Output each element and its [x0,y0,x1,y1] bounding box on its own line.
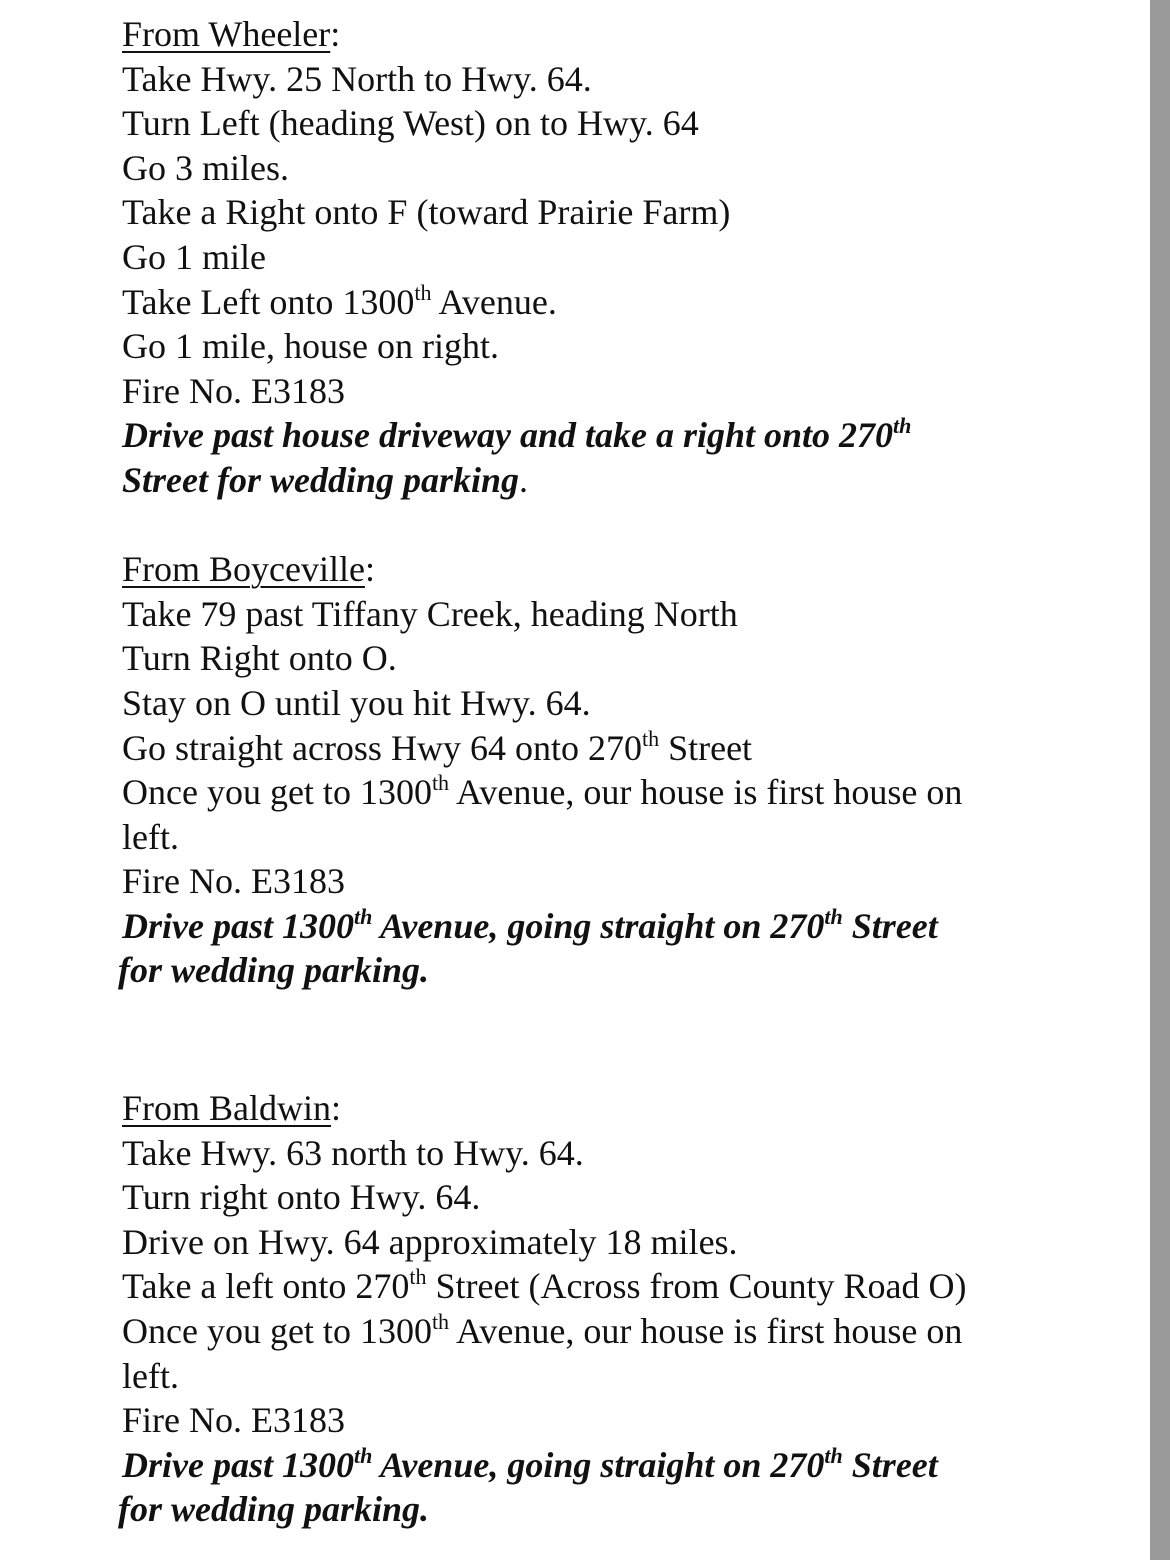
direction-step: Once you get to 1300th Avenue, our house is first house on [122,770,963,813]
direction-step: Take a left onto 270th Street (Across from County Road O) [122,1264,967,1307]
parking-note: Drive past 1300th Avenue, going straight on 270th Street [122,903,938,946]
directions-document [118,12,1122,1532]
section-from-boyceville [118,547,1122,993]
section-heading: From Baldwin: [122,1088,342,1129]
direction-step: Take Left onto 1300th Avenue. [122,279,557,322]
direction-step: Take Hwy. 25 North to Hwy. 64. [122,58,592,99]
direction-step: Turn Right onto O. [122,638,397,679]
section-heading: From Boyceville: [122,549,375,590]
section-spacer [122,993,1122,1086]
direction-step: Once you get to 1300th Avenue, our house is first house on [122,1309,963,1352]
page-edge [1150,0,1170,1560]
direction-step: Turn Left (heading West) on to Hwy. 64 [122,103,699,144]
direction-step: Turn right onto Hwy. 64. [122,1177,481,1218]
parking-note: Drive past house driveway and take a right onto 270th [122,413,912,456]
direction-step: Take Hwy. 63 north to Hwy. 64. [122,1132,584,1173]
direction-step: Stay on O until you hit Hwy. 64. [122,682,591,723]
direction-step-continued: left. [122,1355,179,1396]
section-heading: From Wheeler: [122,14,341,54]
parking-note-continued: for wedding parking. [118,950,430,991]
fire-number: Fire No. E3183 [122,1400,345,1441]
direction-step: Take 79 past Tiffany Creek, heading North [122,593,738,634]
parking-note: Drive past 1300th Avenue, going straight on 270th Street [122,1442,938,1485]
direction-step: Drive on Hwy. 64 approximately 18 miles. [122,1221,738,1262]
direction-step: Take a Right onto F (toward Prairie Farm) [122,192,731,233]
direction-step-continued: left. [122,816,179,857]
fire-number: Fire No. E3183 [122,370,345,411]
parking-note-continued: for wedding parking. [118,1489,430,1530]
fire-number: Fire No. E3183 [122,861,345,902]
parking-note-continued: Street for wedding parking. [122,459,529,500]
direction-step: Go 1 mile [122,236,266,277]
direction-step: Go straight across Hwy 64 onto 270th Street [122,725,753,768]
direction-step: Go 3 miles. [122,147,289,188]
direction-step: Go 1 mile, house on right. [122,326,499,367]
section-from-baldwin [118,1086,1122,1532]
section-spacer [122,503,1122,548]
section-from-wheeler [122,12,1122,503]
